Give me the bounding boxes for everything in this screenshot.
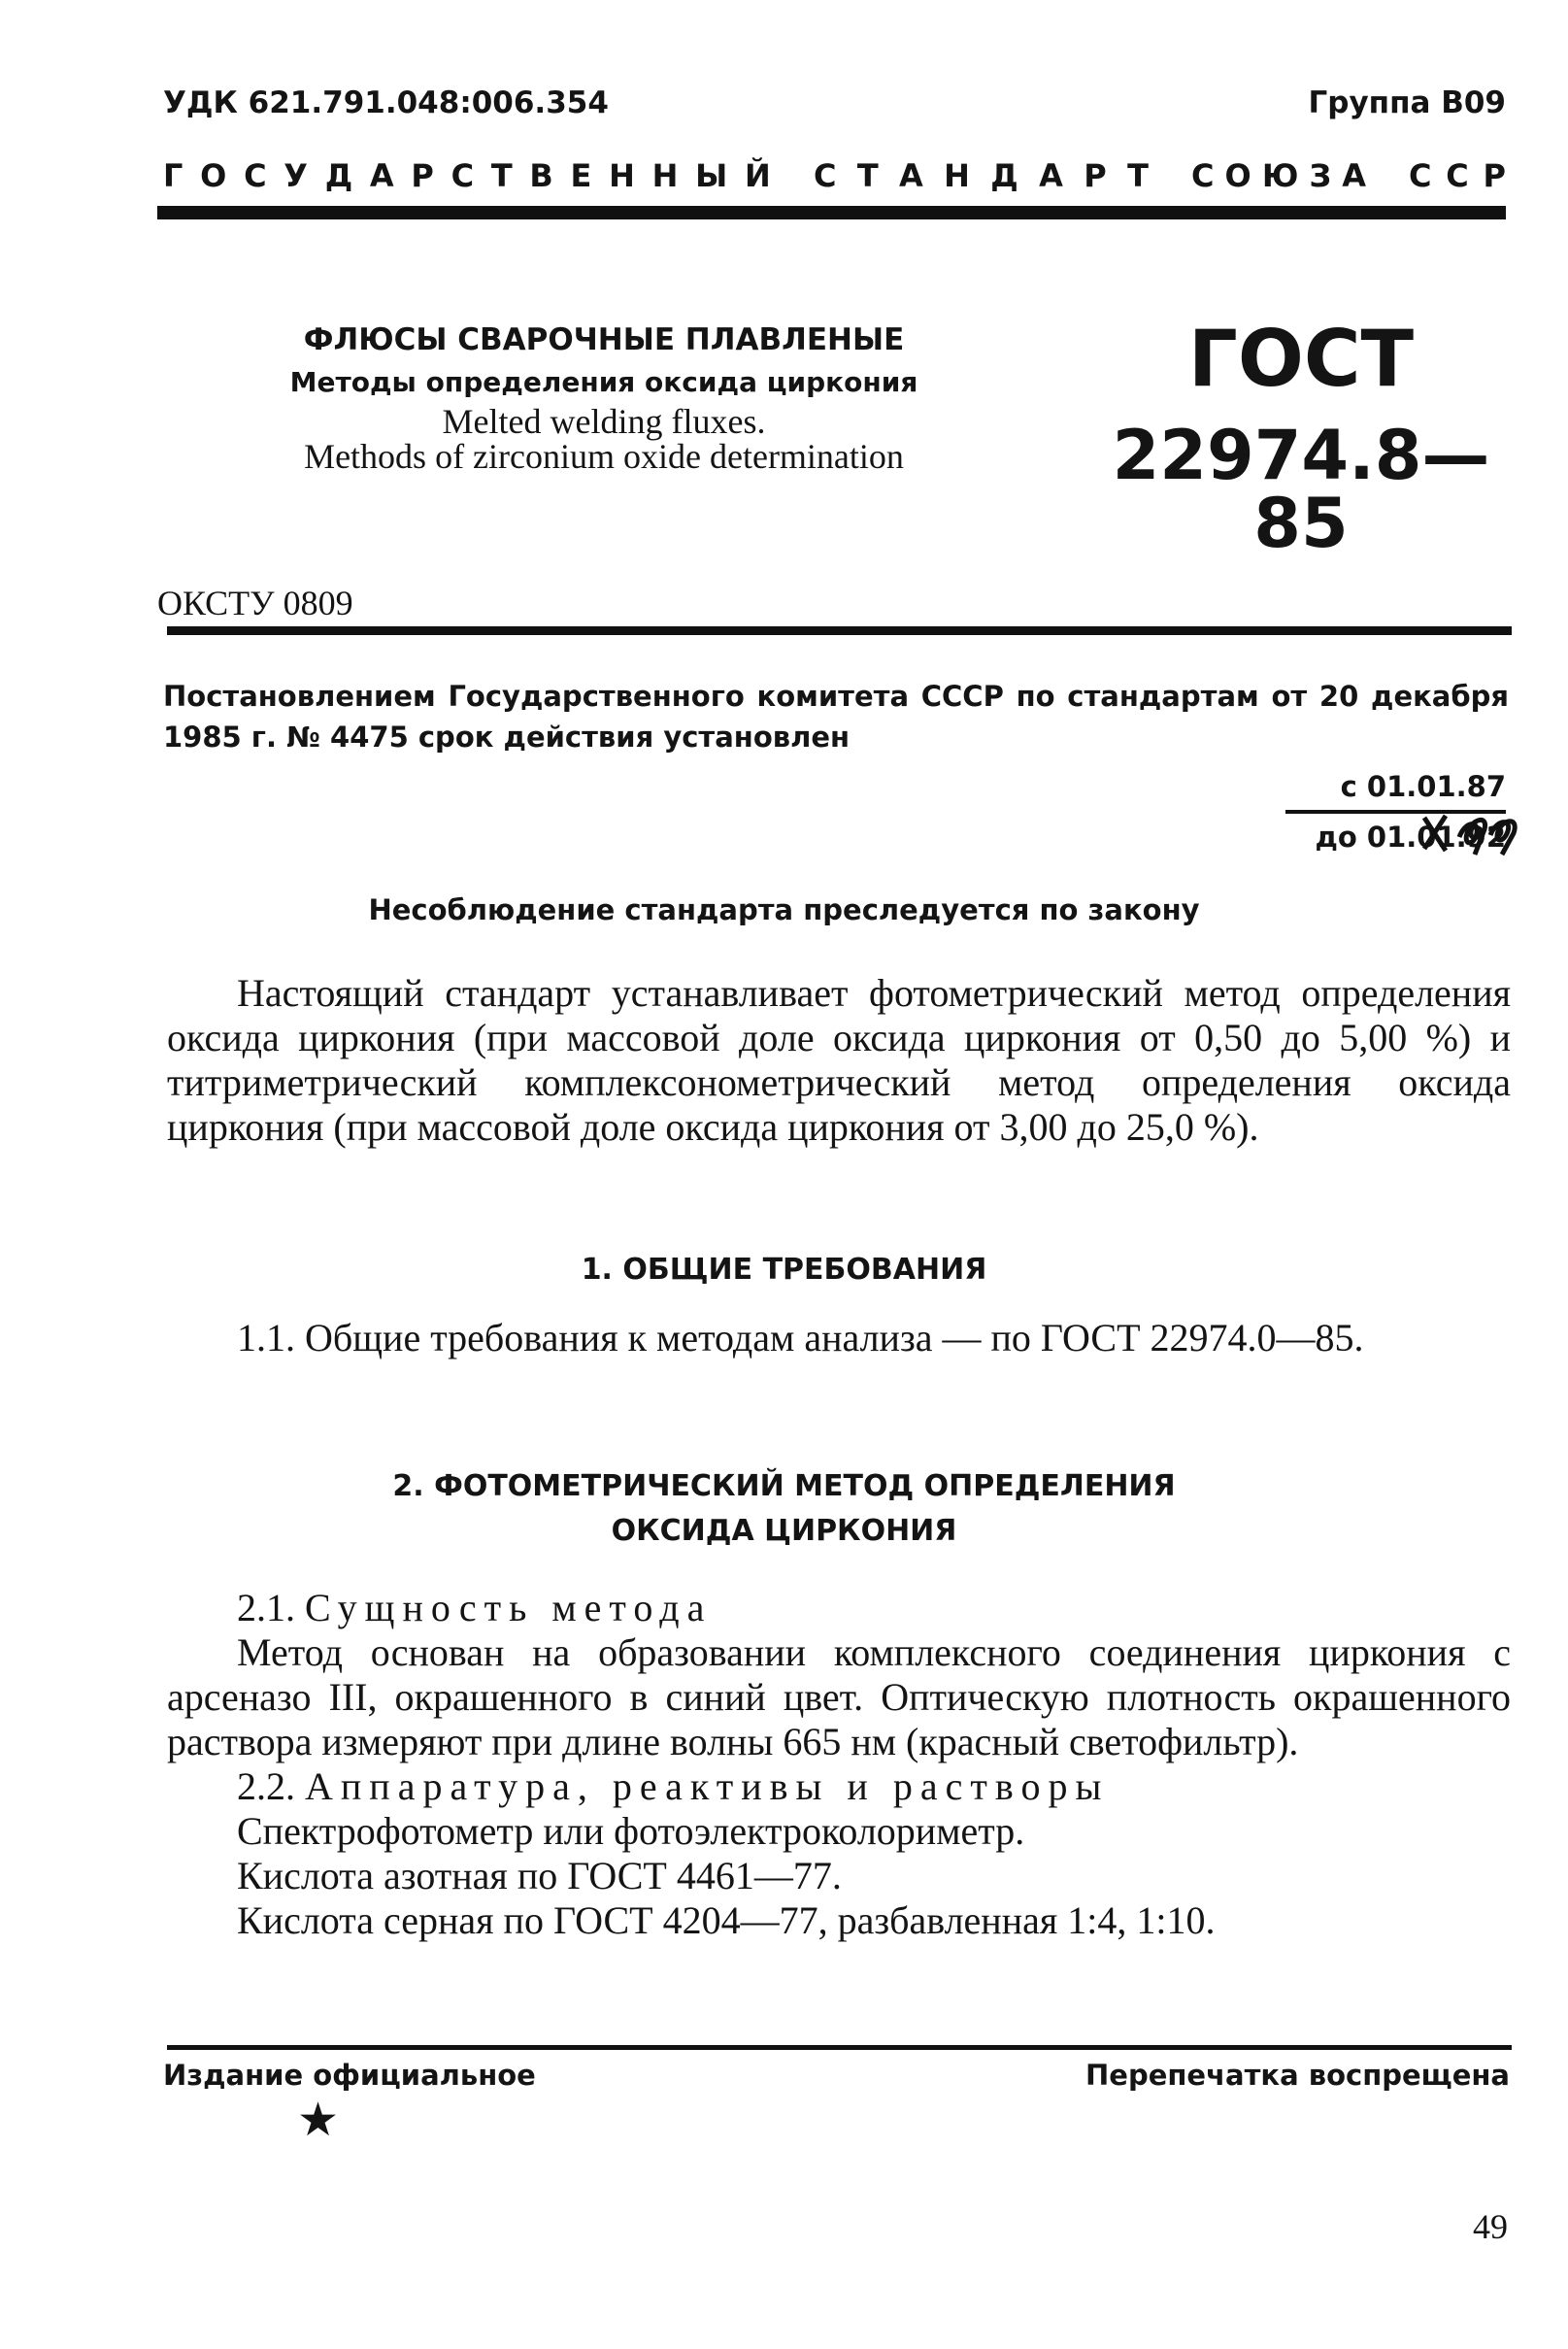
state-standard-line [163, 157, 1506, 194]
gost-label: ГОСТ [1187, 314, 1415, 404]
footer-rule [167, 2045, 1512, 2050]
reagent-item-2: Кислота азотная по ГОСТ 4461—77. [237, 1854, 842, 1897]
group-code: Группа В09 [1308, 85, 1506, 120]
clause-2-2-title: Аппаратура, реактивы и растворы [305, 1764, 1110, 1808]
state-word-4: С С Р [1409, 157, 1506, 194]
gost-designation [1087, 314, 1515, 563]
reagent-item-1: Спектрофотометр или фотоэлектроколориметр. [237, 1809, 1025, 1853]
law-notice: Несоблюдение стандарта преследуется по закону [368, 893, 1200, 926]
okstu-rule [167, 626, 1512, 635]
state-word-1: Г О С У Д А Р С Т В Е Н Н Ы Й [163, 157, 771, 194]
valid-from: с 01.01.87 [1340, 770, 1506, 803]
section2-heading-line1: 2. ФОТОМЕТРИЧЕСКИЙ МЕТОД ОПРЕДЕЛЕНИЯ [392, 1469, 1176, 1503]
page-number: 49 [1473, 2207, 1508, 2246]
valid-to: до 01.01.92 [1315, 821, 1506, 854]
title-en-line2: Methods of zirconium oxide determination [304, 437, 904, 476]
state-word-2: С Т А Н Д А Р Т [814, 157, 1149, 194]
reprint-label: Перепечатка воспрещена [1085, 2059, 1510, 2092]
section1-paragraph [167, 1316, 1511, 1360]
clause-2-1-title-line [167, 1586, 1511, 1630]
clause-2-1-text: Метод основан на образовании комплексного соединения циркония с арсеназо III, окрашенного в синий цвет. Оптическую плотность окрашенного раствора измеряют при длине волны 665 нм (красный светофильтр). [167, 1630, 1511, 1763]
clause-2-1-title: Сущность метода [305, 1586, 713, 1629]
section1-heading: 1. ОБЩИЕ ТРЕБОВАНИЯ [581, 1253, 987, 1287]
star-icon: ★ [297, 2095, 340, 2146]
clause-2-2-title-line [167, 1764, 1511, 1809]
title-ru-main: ФЛЮСЫ СВАРОЧНЫЕ ПЛАВЛЕНЫЕ [303, 322, 905, 357]
title-en-line1: Melted welding fluxes. [442, 402, 766, 441]
decree-text: Постановлением Государственного комитета СССР по стандартам от 20 декабря 1985 г. № 4475 срок действия установлен [163, 680, 1509, 754]
clause-2-2-number: 2.2. [237, 1764, 295, 1808]
clause-2-1-number: 2.1. [237, 1586, 295, 1629]
intro-paragraph [167, 971, 1511, 1150]
state-word-3: С О Ю З А [1191, 157, 1366, 194]
intro-text: Настоящий стандарт устанавливает фотометрический метод определения оксида циркония (при массовой доле оксида циркония от 0,50 до 5,00 %) и титриметрический комплексонометрический метод определения оксида циркония (при массовой доле оксида циркония от 3,00 до 25,0 %). [167, 971, 1511, 1149]
title-ru-sub: Методы определения оксида циркония [289, 366, 918, 398]
header-rule [157, 206, 1506, 219]
section2-heading-line2: ОКСИДА ЦИРКОНИЯ [611, 1514, 957, 1548]
reagent-item-3: Кислота серная по ГОСТ 4204—77, разбавленная 1:4, 1:10. [237, 1898, 1216, 1942]
handwritten-correction [1420, 808, 1521, 856]
gost-number: 22974.8—85 [1112, 416, 1490, 563]
clause-1-1: 1.1. Общие требования к методам анализа — по ГОСТ 22974.0—85. [237, 1316, 1364, 1359]
edition-label: Издание официальное [163, 2059, 536, 2092]
section2-body [167, 1586, 1511, 1943]
section2-heading [0, 1464, 1568, 1554]
title-block [254, 319, 953, 474]
udk-code: УДК 621.791.048:006.354 [163, 85, 609, 120]
okstu-code: ОКСТУ 0809 [157, 584, 353, 622]
